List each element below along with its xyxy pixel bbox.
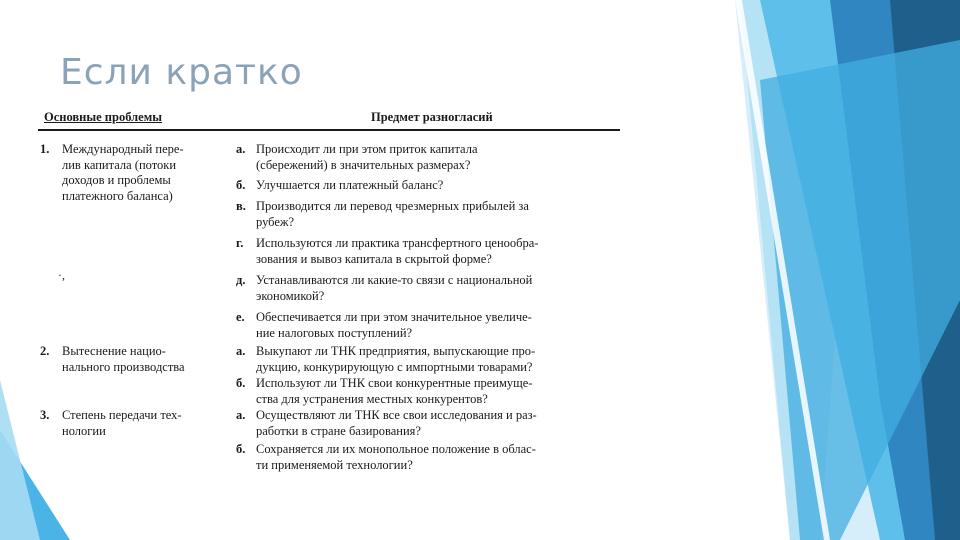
item-line: Сохраняется ли их монопольное положение в облас- <box>256 442 536 456</box>
item-line: Производится ли перевод чрезмерных прибылей за <box>256 199 529 213</box>
item-letter: б. <box>236 178 246 192</box>
disagreement-item <box>236 142 478 173</box>
disagreement-item <box>236 376 533 407</box>
item-letter: а. <box>236 142 246 156</box>
problem-line: Степень передачи тех- <box>62 408 182 422</box>
scan-speck: ·, <box>58 268 65 282</box>
item-letter: б. <box>236 376 246 390</box>
header-subject-of-disagreement: Предмет разногласий <box>371 110 493 124</box>
problem-line: платежного баланса) <box>62 188 173 203</box>
item-letter: е. <box>236 310 245 324</box>
problem-line: нального производства <box>62 359 185 374</box>
disagreement-item <box>236 408 537 439</box>
header-rule <box>38 129 620 131</box>
item-letter: а. <box>236 344 246 358</box>
disagreement-item <box>236 310 532 341</box>
item-letter: б. <box>236 442 246 456</box>
item-line: Используются ли практика трансфертного ценообра- <box>256 236 539 250</box>
item-line: Улучшается ли платежный баланс? <box>256 178 444 192</box>
item-line: дукцию, конкурирующую с импортными товарами? <box>256 359 533 374</box>
item-line: Обеспечивается ли при этом значительное увеличе- <box>256 310 532 324</box>
disagreement-item <box>236 178 443 194</box>
problem-number: 2. <box>40 344 50 358</box>
problem-line: доходов и проблемы <box>62 173 171 187</box>
header-main-problems: Основные проблемы <box>44 110 162 124</box>
problem-line: Международный пере- <box>62 142 184 156</box>
problem-3 <box>40 408 182 439</box>
item-line: ти применяемой технологии? <box>256 457 413 472</box>
scanned-table <box>36 108 622 488</box>
item-line: рубеж? <box>256 214 295 229</box>
item-line: Используют ли ТНК свои конкурентные преимуще- <box>256 376 533 390</box>
item-line: зования и вывоз капитала в скрытой форме? <box>256 251 492 266</box>
disagreement-item <box>236 236 538 267</box>
problem-number: 1. <box>40 142 50 156</box>
disagreement-item <box>236 442 536 473</box>
problem-line: Вытеснение нацио- <box>62 344 166 358</box>
item-letter: г. <box>236 236 244 250</box>
item-line: Выкупают ли ТНК предприятия, выпускающие про- <box>256 344 536 358</box>
slide-title: Если кратко <box>60 52 303 93</box>
item-line: ние налоговых поступлений? <box>256 325 413 340</box>
problem-line: нологии <box>62 423 106 438</box>
item-line: (сбережений) в значительных размерах? <box>256 157 471 172</box>
disagreement-item <box>236 199 529 230</box>
item-line: Осуществляют ли ТНК все свои исследования и раз- <box>256 408 537 422</box>
problem-line: лив капитала (потоки <box>62 157 177 172</box>
problem-2 <box>40 344 185 375</box>
disagreement-item <box>236 273 532 304</box>
problem-number: 3. <box>40 408 50 422</box>
problem-1 <box>40 142 184 204</box>
deco-left-corner-light <box>0 380 40 540</box>
disagreement-item <box>236 344 535 375</box>
item-line: экономикой? <box>256 288 325 303</box>
item-letter: а. <box>236 408 246 422</box>
item-line: ства для устранения местных конкурентов? <box>256 391 488 406</box>
item-line: Происходит ли при этом приток капитала <box>256 142 478 156</box>
item-line: работки в стране базирования? <box>256 423 421 438</box>
item-letter: д. <box>236 273 246 287</box>
item-line: Устанавливаются ли какие-то связи с национальной <box>256 273 533 287</box>
item-letter: в. <box>236 199 246 213</box>
